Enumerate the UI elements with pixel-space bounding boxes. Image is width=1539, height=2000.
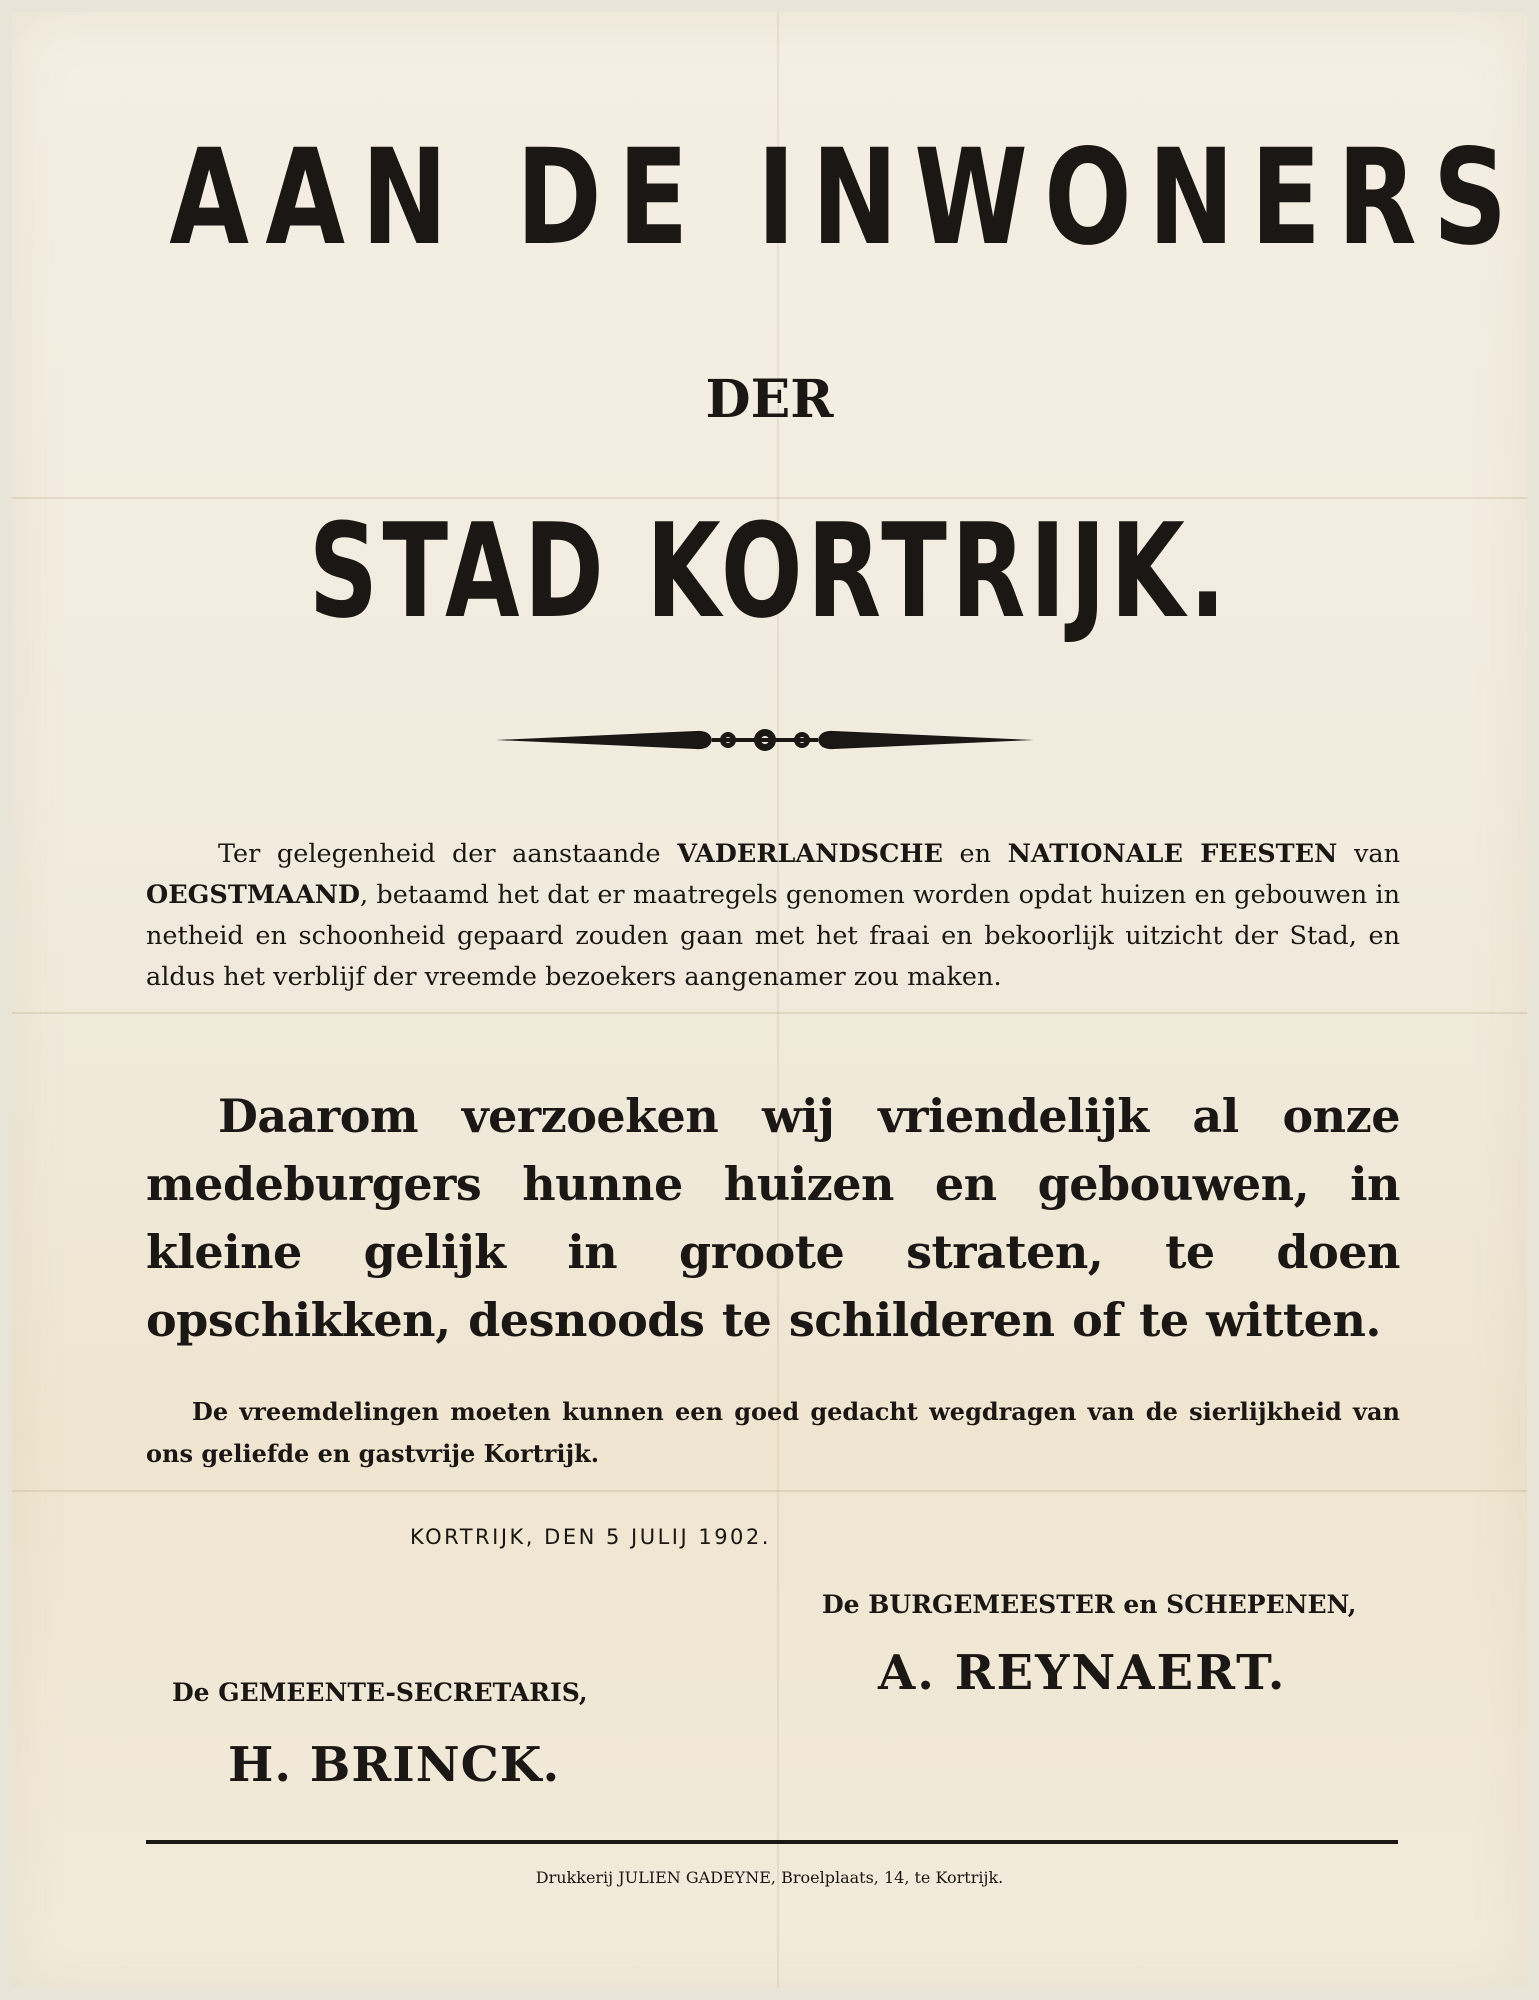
ornamental-rule-icon	[496, 716, 1034, 764]
intro-text-c: van	[1337, 839, 1401, 869]
vertical-fold	[777, 12, 779, 1988]
secretary-name: H. BRINCK.	[228, 1737, 561, 1793]
intro-text-a: Ter gelegenheid der aanstaande	[218, 839, 678, 869]
request-paragraph	[146, 1082, 1400, 1354]
request-text: Daarom verzoeken wij vriendelijk al onze medeburgers hunne huizen en gebouwen, in kleine gelijk in groote straten, te doen opschikken, desnoods te schilderen of te witten.	[146, 1089, 1400, 1347]
intro-bold-b: NATIONALE FEESTEN	[1007, 839, 1338, 869]
closing-text: De vreemdelingen moeten kunnen een goed gedacht wegdragen van de sierlijkheid van ons geliefde en gastvrije Kortrijk.	[146, 1397, 1400, 1468]
intro-text-d: , betaamd het dat er maatregels genomen worden opdat huizen en gebouwen in netheid en schoonheid gepaard zouden gaan met het fraai en bekoorlijk uitzicht der Stad, en aldus het verblijf der vreemde bezoekers aangenamer zou maken.	[146, 880, 1400, 992]
mayor-name: A. REYNAERT.	[878, 1645, 1287, 1701]
horizontal-fold-middle	[12, 1012, 1527, 1014]
bottom-rule	[146, 1840, 1398, 1844]
heading-line-2: DER	[705, 369, 834, 430]
mayor-label: De BURGEMEESTER en SCHEPENEN,	[822, 1590, 1357, 1619]
horizontal-fold-bottom	[12, 1490, 1527, 1492]
heading-line-3: STAD KORTRIJK.	[308, 495, 1231, 647]
printer-imprint: Drukkerij JULIEN GADEYNE, Broelplaats, 14, te Kortrijk.	[535, 1868, 1004, 1887]
intro-text-b: en	[942, 839, 1008, 869]
intro-bold-c: OEGSTMAAND	[146, 880, 361, 910]
date-line: KORTRIJK, DEN 5 JULIJ 1902.	[410, 1525, 771, 1549]
intro-paragraph	[146, 834, 1400, 998]
heading-line-1: AAN DE INWONERS	[169, 121, 1524, 275]
closing-paragraph	[146, 1391, 1400, 1475]
secretary-label: De GEMEENTE-SECRETARIS,	[172, 1678, 588, 1707]
intro-bold-a: VADERLANDSCHE	[677, 839, 943, 869]
